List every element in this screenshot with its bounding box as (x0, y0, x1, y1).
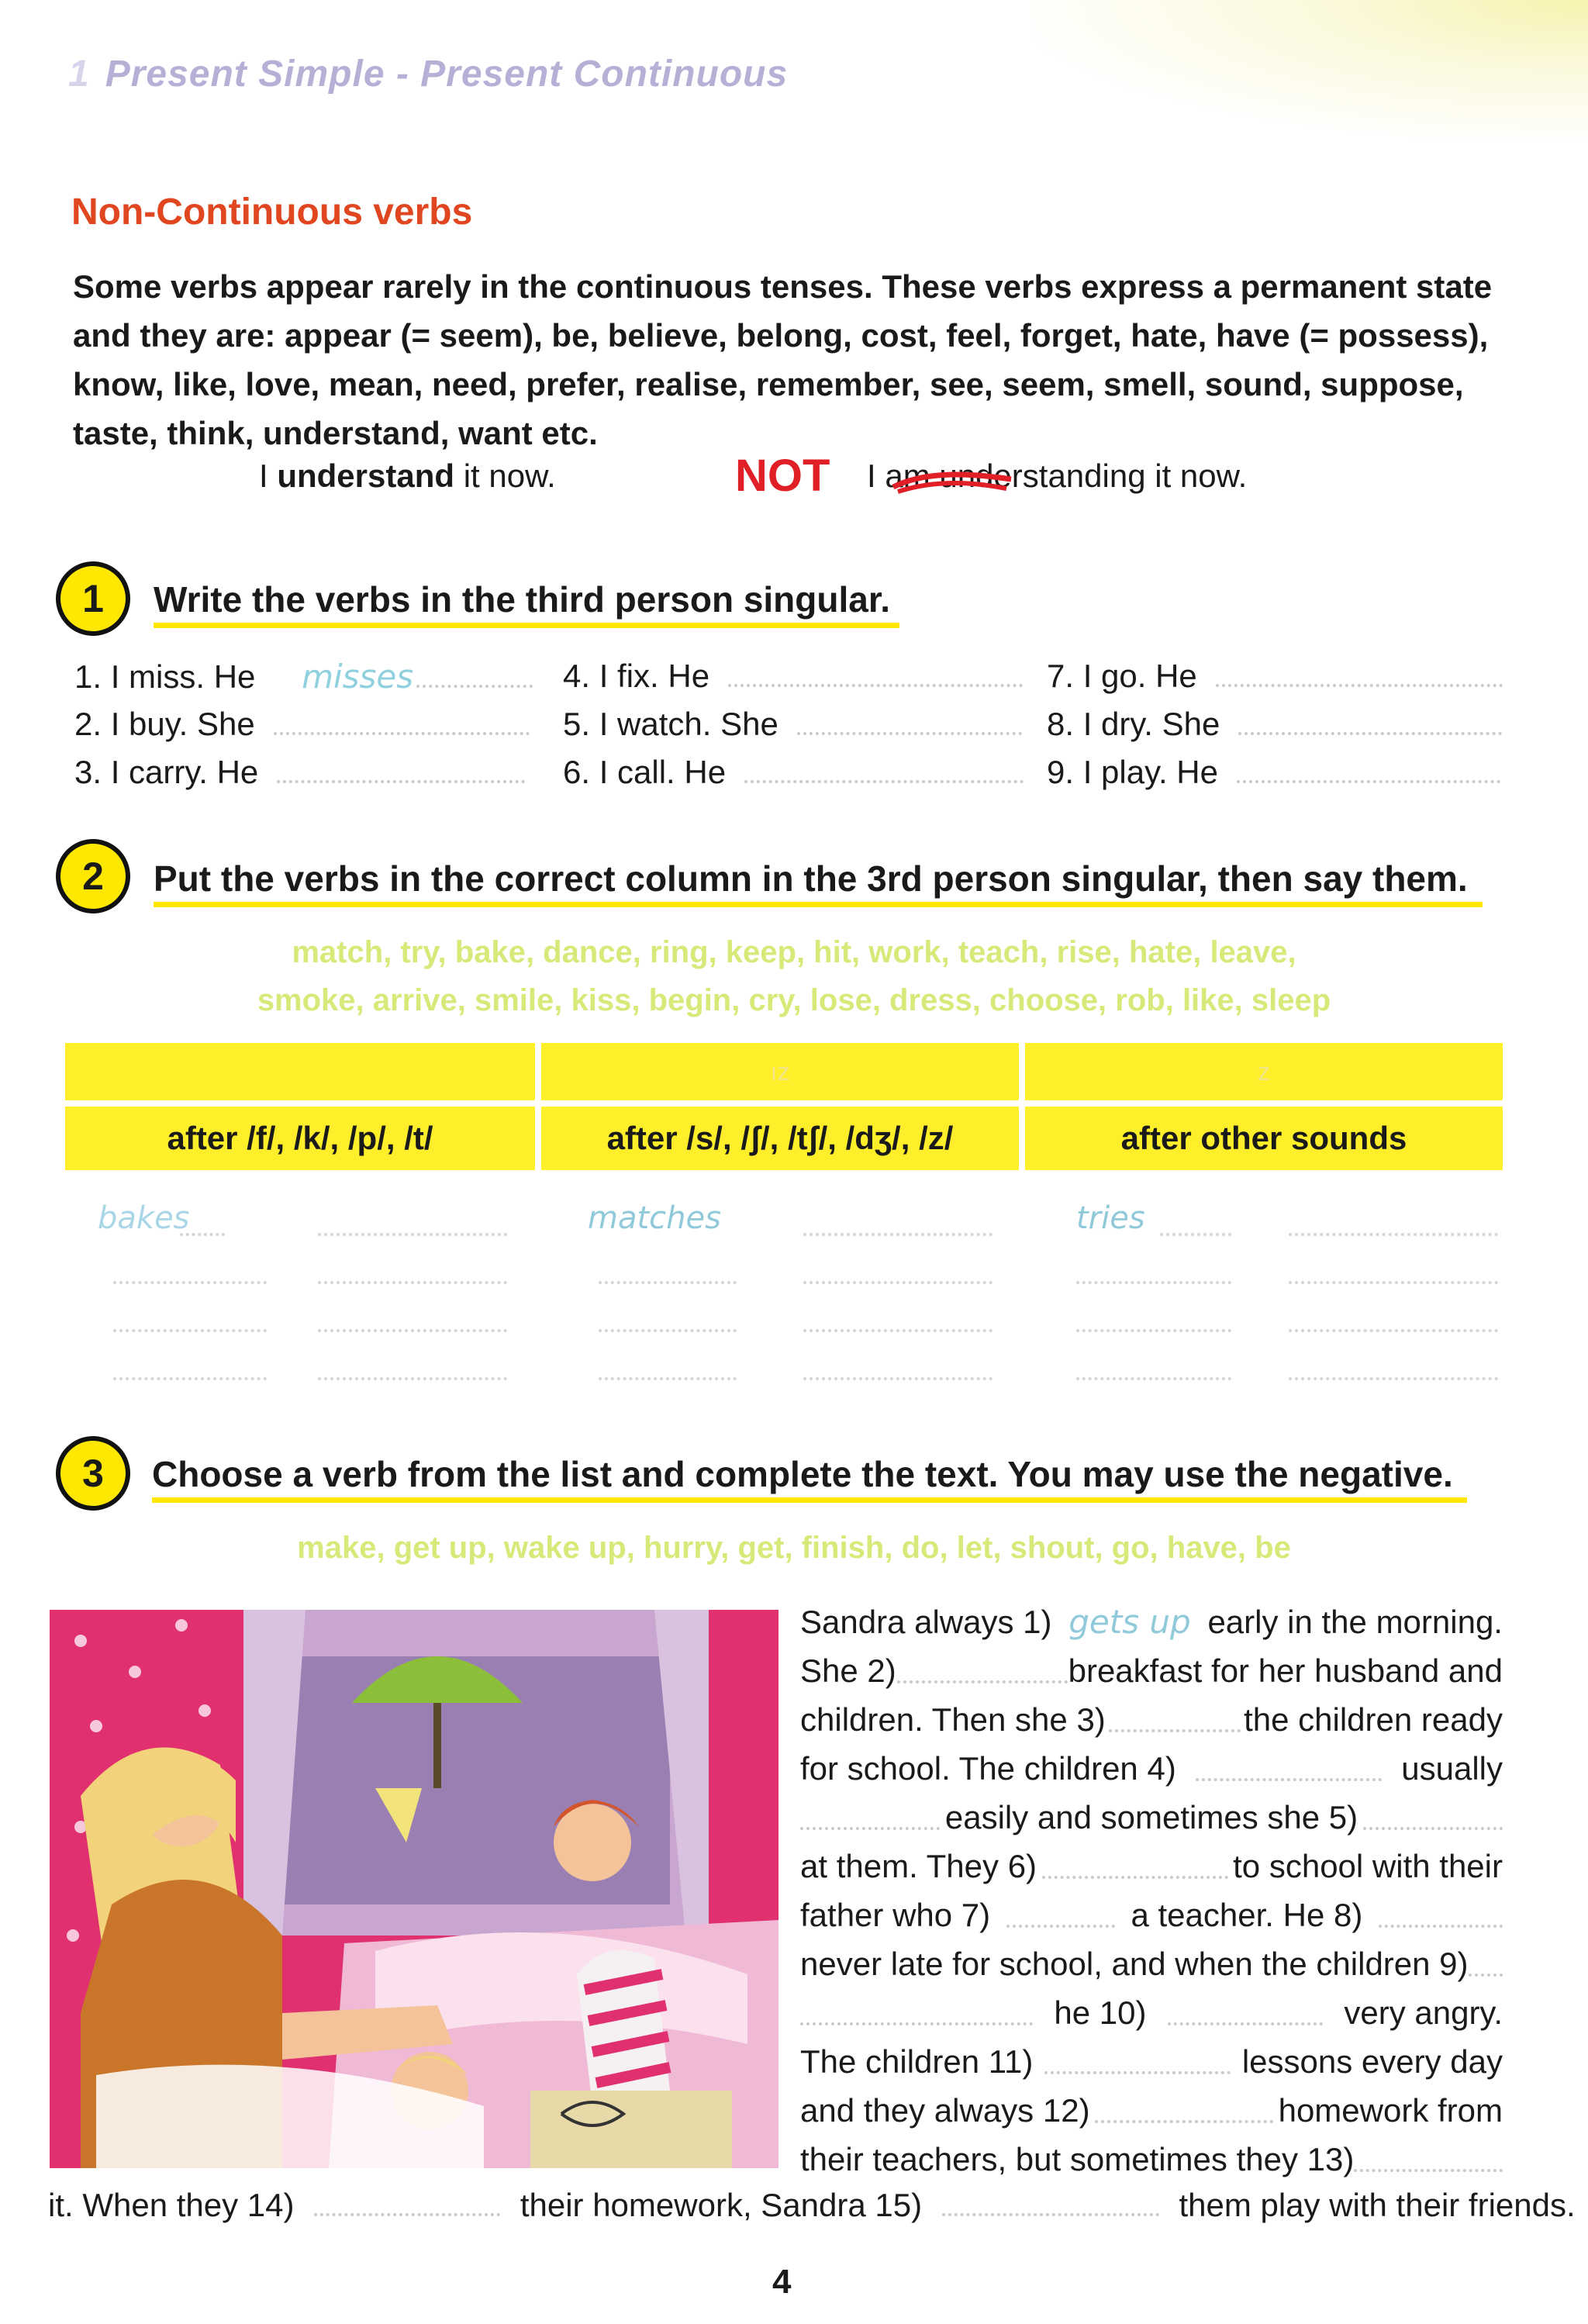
column-example: tries (1076, 1200, 1145, 1236)
answer-blank[interactable] (318, 1281, 507, 1284)
text-segment: and they always 12) (800, 2092, 1090, 2129)
task-1-item (74, 706, 530, 743)
task-1-badge (56, 561, 130, 636)
task-3-title-text: Choose a verb from the list and complete the text. You may use the negative. (152, 1454, 1453, 1494)
item-prompt: 8. I dry. She (1047, 706, 1220, 742)
item-prompt: 3. I carry. He (74, 754, 259, 790)
task-1-item (563, 706, 1022, 743)
text-segment: at them. They 6) (800, 1848, 1037, 1884)
answer-blank[interactable] (314, 2213, 500, 2216)
column-sound: ız (541, 1043, 1019, 1100)
answer-blank[interactable] (800, 2022, 1033, 2025)
task-2-title (154, 858, 1468, 900)
answer-blank[interactable] (277, 780, 525, 783)
example-correct-pre: I (259, 458, 278, 494)
text-line (800, 1793, 1503, 1842)
task-2-title-text: Put the verbs in the correct column in the 3rd person singular, then say them. (154, 858, 1468, 899)
text-segment: She 2) (800, 1652, 896, 1689)
text-line (800, 1988, 1503, 2037)
task-1-item (1047, 658, 1503, 695)
answer-blank[interactable] (1238, 732, 1502, 735)
task-3-number: 3 (82, 1452, 104, 1495)
section-title: Non-Continuous verbs (71, 192, 473, 233)
answer-blank[interactable] (113, 1281, 267, 1284)
answer-blank[interactable] (274, 732, 530, 735)
task-1-underline (154, 623, 899, 628)
text-segment: very angry. (1344, 1994, 1503, 2031)
answer-blank[interactable] (599, 1281, 737, 1284)
task-2-badge (56, 839, 130, 913)
text-segment: children. Then she 3) (800, 1701, 1106, 1738)
answer-blank[interactable] (1216, 684, 1503, 687)
answer-blank[interactable] (180, 1233, 225, 1236)
answer-blank[interactable] (803, 1377, 992, 1380)
example-wrong-pre: I (867, 458, 885, 494)
text-segment: to school with their (1233, 1848, 1503, 1884)
text-segment: he 10) (1054, 1994, 1147, 2031)
text-line (800, 1939, 1503, 1988)
example-correct-post: it now. (454, 458, 556, 494)
answer-blank[interactable] (113, 1329, 267, 1332)
answer-blank[interactable] (1168, 2022, 1323, 2025)
text-segment: their teachers, but sometimes they 13) (800, 2141, 1355, 2177)
task-1-item (1047, 754, 1500, 791)
unit-title: Present Simple - Present Continuous (105, 54, 789, 95)
item-prompt: 6. I call. He (563, 754, 727, 790)
answer-blank[interactable] (318, 1233, 507, 1236)
text-line (800, 1646, 1503, 1695)
example-correct (259, 458, 556, 495)
text-line (800, 1597, 1503, 1646)
grammar-paragraph: Some verbs appear rarely in the continuous tenses. These verbs express a permanent state and they are: appear (= seem), be, believe, belong, cost, feel, forget, hate, have (= possess), know, like, love, mean, need, prefer, realise, remember, see, seem, smell, sound, suppose, taste, think, understand, want etc. (73, 268, 1493, 451)
answer-blank[interactable] (803, 1329, 992, 1332)
text-line (800, 2135, 1503, 2184)
item-prompt: 9. I play. He (1047, 754, 1218, 790)
unit-number: 1 (68, 54, 90, 95)
page-header (68, 53, 788, 95)
answer-blank[interactable] (803, 1281, 992, 1284)
answer-blank[interactable] (416, 685, 533, 688)
answer-blank[interactable] (1044, 2071, 1231, 2074)
task-1-title (154, 578, 890, 620)
text-segment: never late for school, and when the children 9) (800, 1946, 1469, 1982)
answer-blank[interactable] (599, 1377, 737, 1380)
task-1-item (563, 658, 1023, 695)
task-3-badge (56, 1436, 130, 1511)
page-number: 4 (772, 2263, 792, 2301)
page-corner-tint (1030, 0, 1588, 140)
task-2-number: 2 (82, 855, 104, 898)
answer-blank[interactable] (318, 1377, 507, 1380)
item-prompt: 5. I watch. She (563, 706, 778, 742)
column-sound (65, 1043, 535, 1100)
text-line (800, 1744, 1503, 1793)
task-1-item (74, 754, 525, 791)
column-header: after /f/, /k/, /p/, /t/ (65, 1107, 535, 1170)
task-1-number: 1 (82, 577, 104, 620)
column-header: after other sounds (1025, 1107, 1503, 1170)
task-2-underline (154, 902, 1483, 907)
answer-blank[interactable] (728, 684, 1023, 687)
text-segment: usually (1401, 1750, 1503, 1787)
strikethrough-mark (890, 468, 1014, 496)
text-segment: them play with their friends. (1179, 2187, 1576, 2223)
task-3-underline (152, 1497, 1467, 1503)
not-label: NOT (735, 451, 830, 501)
answer-blank[interactable] (1354, 2169, 1503, 2172)
task-3-text (800, 1597, 1503, 2184)
task-2-word-list-line-1: match, try, bake, dance, ring, keep, hit, work, teach, rise, hate, leave, (292, 935, 1296, 969)
text-line (800, 1695, 1503, 1744)
text-segment: lessons every day (1241, 2043, 1503, 2080)
text-segment: the children ready (1244, 1701, 1503, 1738)
task-1-title-text: Write the verbs in the third person singular. (154, 579, 890, 620)
answer-blank[interactable] (942, 2213, 1159, 2216)
answer-blank[interactable] (897, 1680, 1068, 1683)
text-line (800, 2037, 1503, 2086)
answer-blank[interactable] (1076, 1329, 1231, 1332)
column-sound: z (1025, 1043, 1503, 1100)
task-3-last-line (48, 2187, 1576, 2224)
column-example: matches (588, 1200, 721, 1236)
item-answer[interactable]: misses (302, 658, 414, 696)
text-segment: early in the morning. (1207, 1604, 1503, 1640)
example-correct-verb: understand (277, 458, 455, 494)
answer-blank[interactable] (1379, 1925, 1503, 1928)
bedroom-illustration (50, 1610, 778, 2168)
text-line (800, 1842, 1503, 1891)
text-segment: their homework, Sandra 15) (520, 2187, 923, 2223)
sound-columns-table (59, 1043, 1509, 1170)
text-segment: for school. The children 4) (800, 1750, 1176, 1787)
answer-blank[interactable] (1363, 1827, 1503, 1830)
answer-example[interactable]: gets up (1068, 1603, 1191, 1641)
task-2-word-list-line-2: smoke, arrive, smile, kiss, begin, cry, lose, dress, choose, rob, like, sleep (257, 983, 1331, 1017)
text-segment: it. When they 14) (48, 2187, 295, 2223)
answer-blank[interactable] (1076, 1281, 1231, 1284)
answer-blank[interactable] (1076, 1377, 1231, 1380)
text-line (800, 1891, 1503, 1939)
answer-blank[interactable] (1196, 1778, 1382, 1781)
answer-blank[interactable] (744, 780, 1024, 783)
task-1-item (563, 754, 1024, 791)
example-wrong-post: it now. (1145, 458, 1248, 494)
column-header: after /s/, /ʃ/, /tʃ/, /dʒ/, /z/ (541, 1107, 1019, 1170)
answer-blank[interactable] (797, 732, 1022, 735)
text-segment: The children 11) (800, 2043, 1034, 2080)
task-1-item (1047, 706, 1502, 743)
answer-blank[interactable] (113, 1377, 267, 1380)
answer-blank[interactable] (1042, 1876, 1228, 1879)
item-prompt: 4. I fix. He (563, 658, 710, 694)
item-prompt: 7. I go. He (1047, 658, 1197, 694)
answer-blank[interactable] (1237, 780, 1500, 783)
item-prompt: 2. I buy. She (74, 706, 255, 742)
answer-blank[interactable] (1289, 1329, 1498, 1332)
item-prompt: 1. I miss. He (74, 658, 256, 695)
answer-blank[interactable] (1160, 1233, 1231, 1236)
answer-blank[interactable] (318, 1329, 507, 1332)
answer-blank[interactable] (1006, 1925, 1115, 1928)
answer-blank[interactable] (1109, 1729, 1241, 1732)
answer-blank[interactable] (1095, 2120, 1273, 2123)
answer-blank[interactable] (1289, 1281, 1498, 1284)
task-1-item (74, 658, 533, 696)
answer-blank[interactable] (599, 1329, 737, 1332)
text-segment: homework from (1278, 2092, 1503, 2129)
text-segment: breakfast for her husband and (1068, 1652, 1503, 1689)
answer-blank[interactable] (1289, 1233, 1498, 1236)
task-3-title (152, 1453, 1453, 1495)
text-segment: easily and sometimes she 5) (944, 1799, 1358, 1835)
text-segment: father who 7) (800, 1897, 991, 1933)
text-segment: a teacher. He 8) (1131, 1897, 1363, 1933)
column-example: bakes (98, 1200, 190, 1236)
answer-blank[interactable] (803, 1233, 992, 1236)
answer-blank[interactable] (1289, 1377, 1498, 1380)
answer-blank[interactable] (800, 1827, 940, 1830)
example-wrong-struck: am understanding (885, 458, 1146, 494)
text-line (800, 2086, 1503, 2135)
answer-blank[interactable] (1469, 1974, 1503, 1977)
task-3-word-list: make, get up, wake up, hurry, get, finish, do, let, shout, go, have, be (297, 1531, 1291, 1565)
text-segment: Sandra always 1) (800, 1604, 1052, 1640)
